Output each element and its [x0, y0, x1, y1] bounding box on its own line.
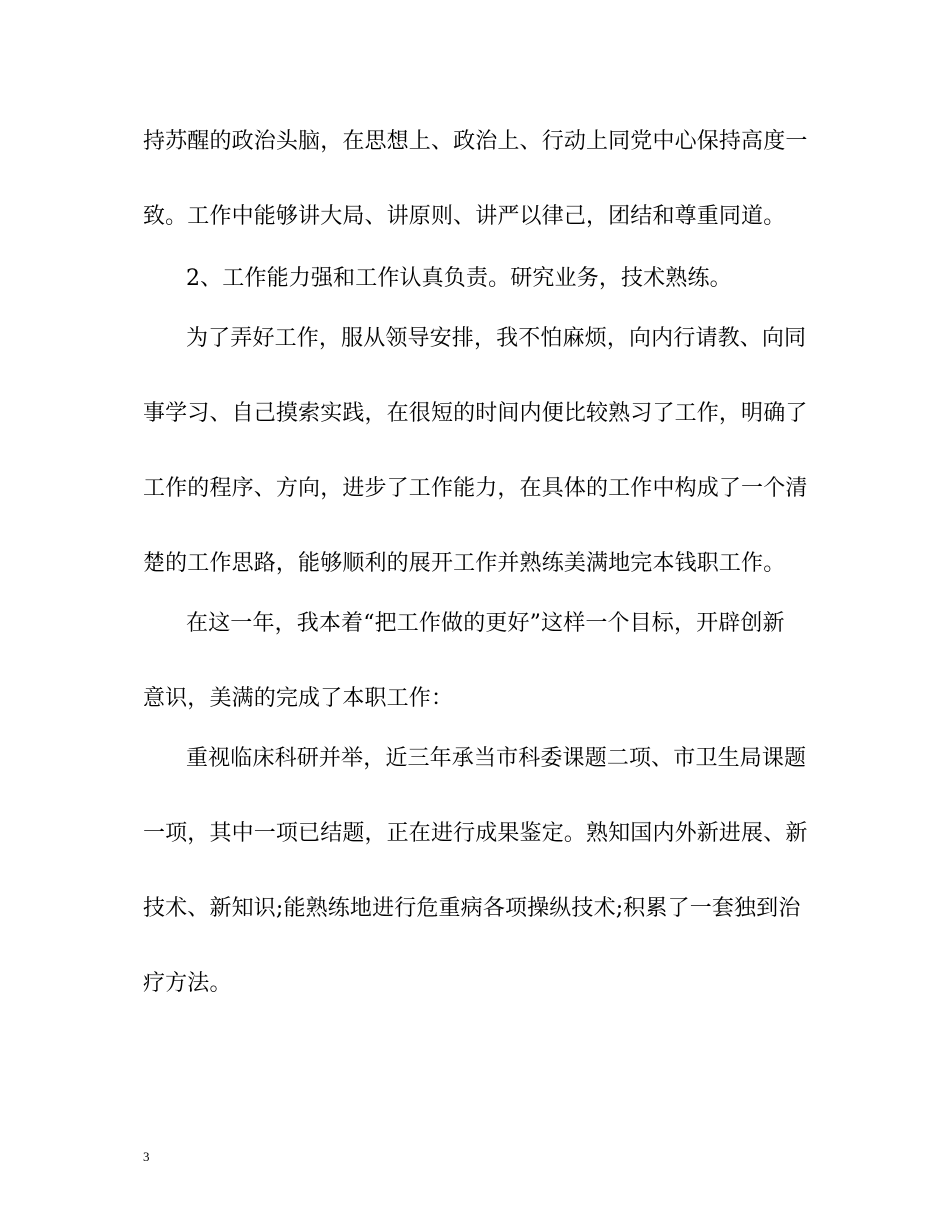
- text-line: 持苏醒的政治头脑，在思想上、政治上、行动上同党中心保持高度一: [143, 129, 808, 154]
- text-line: 工作的程序、方向，进步了工作能力，在具体的工作中构成了一个清: [143, 476, 808, 501]
- text-line: 技术、新知识;能熟练地进行危重病各项操纵技术;积累了一套独到治: [143, 896, 801, 921]
- paragraph-start-line: 重视临床科研并举，近三年承当市科委课题二项、市卫生局课题: [186, 746, 807, 771]
- text-line: 致。工作中能够讲大局、讲原则、讲严以律己，团结和尊重同道。: [143, 204, 786, 229]
- page-number: 3: [143, 1149, 150, 1164]
- paragraph-start-line: 2、工作能力强和工作认真负责。研究业务，技术熟练。: [186, 266, 732, 291]
- text-line: 事学习、自己摸索实践，在很短的时间内便比较熟习了工作，明确了: [143, 401, 808, 426]
- paragraph-start-line: 在这一年，我本着“把工作做的更好”这样一个目标，开辟创新: [186, 611, 785, 636]
- text-line: 楚的工作思路，能够顺利的展开工作并熟练美满地完本钱职工作。: [143, 551, 786, 576]
- paragraph-start-line: 为了弄好工作，服从领导安排，我不怕麻烦，向内行请教、向同: [186, 326, 807, 351]
- text-line: 一项，其中一项已结题，正在进行成果鉴定。熟知国内外新进展、新: [143, 821, 808, 846]
- text-line: 疗方法。: [143, 971, 232, 996]
- text-line: 意识，美满的完成了本职工作：: [143, 686, 454, 711]
